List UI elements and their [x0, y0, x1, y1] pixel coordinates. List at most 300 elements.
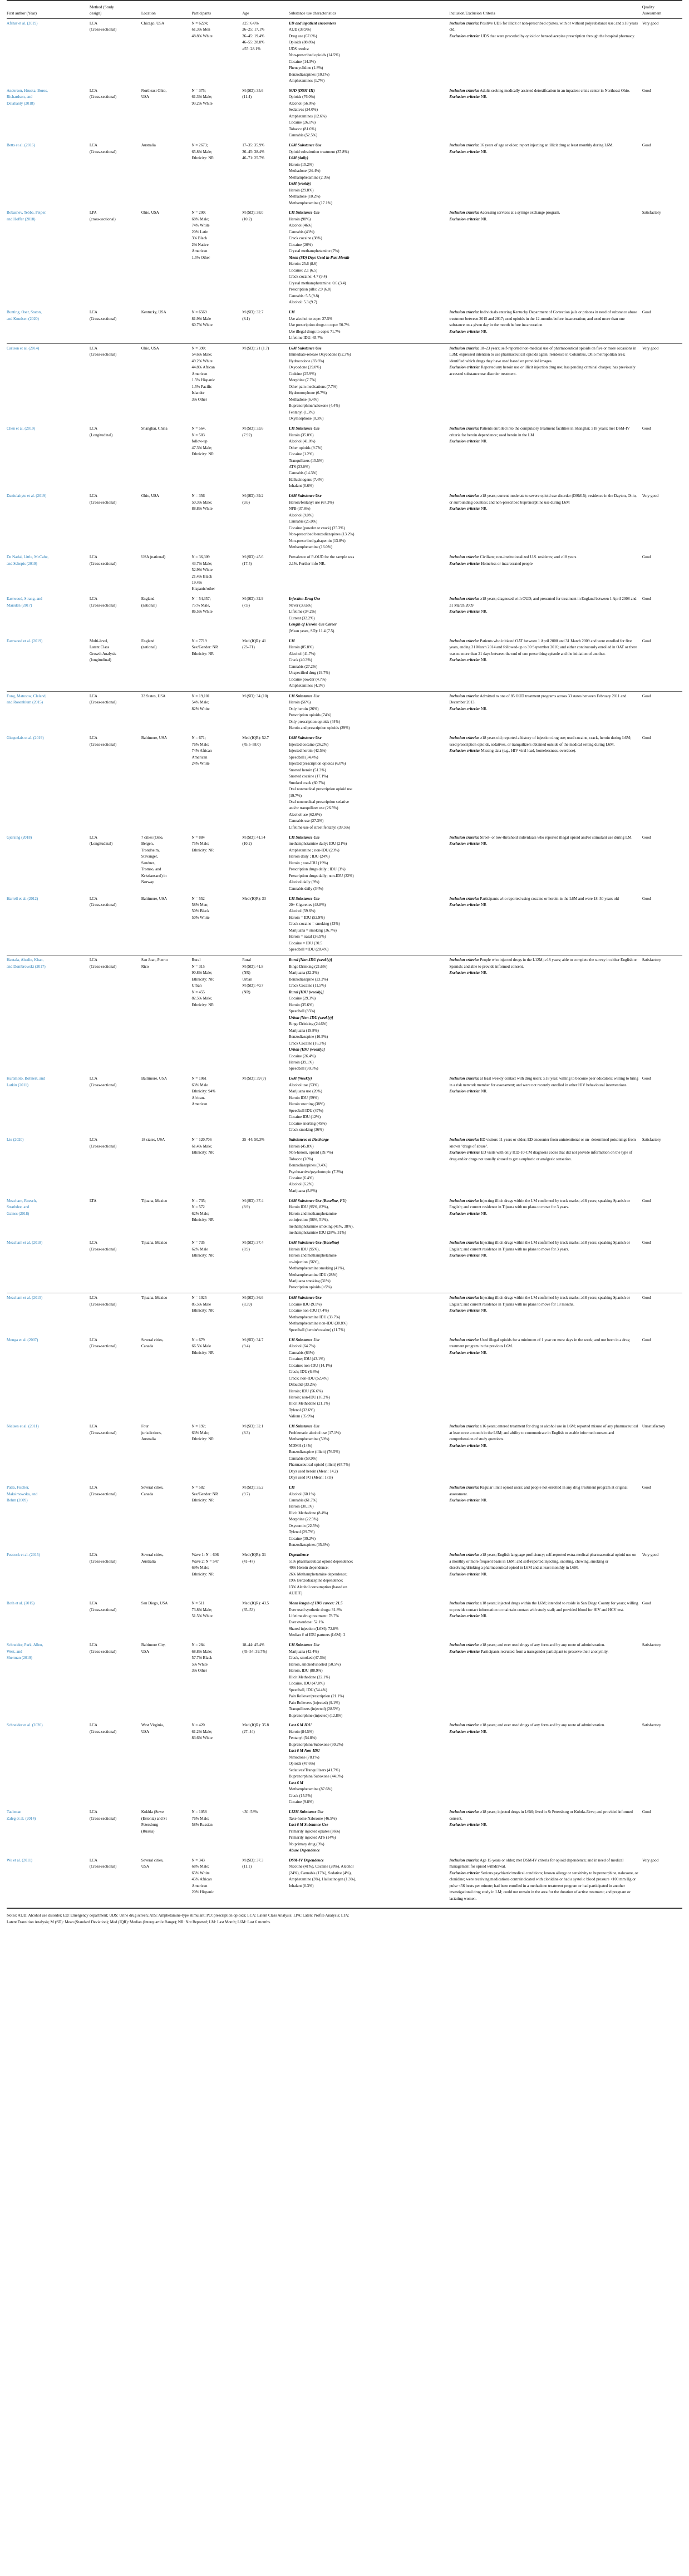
- study-location-cell: Ohio, USA: [141, 346, 159, 351]
- inclusion-exclusion-cell: [449, 1238, 642, 1293]
- study-author-cell[interactable]: Anderson, Hruska, Boros, Richardson, and Delahanty (2018): [7, 88, 48, 106]
- inclusion-exclusion-cell: [449, 343, 642, 424]
- table-row: [7, 1335, 682, 1422]
- study-age-cell: M (SD): 32.7 (8.1): [242, 310, 264, 321]
- study-participants-cell: N = 679 66.5% Male Ethnicity: NR: [191, 1337, 214, 1355]
- study-method-cell: LCA (Cross-sectional): [89, 1240, 117, 1252]
- inclusion-criteria: Inclusion criteria: 18–23 years; self-reported non-medical use of pharmaceutical opioids on five or more occasions in L3M; expressed intention to use pharmaceutical opioids again; residence in Columbus, Ohio metropolitan area; identified which drugs they have used based on provided images.: [449, 346, 637, 363]
- study-age-cell: 25–44: 50.3%: [242, 1137, 265, 1142]
- study-age-cell: M (SD): 35.6 (11.4): [242, 88, 264, 100]
- study-participants-cell: N = 7719 Sex/Gender: NR Ethnicity: NR: [191, 638, 218, 656]
- inclusion-exclusion-cell: [449, 491, 642, 553]
- inclusion-exclusion-cell: [449, 308, 642, 343]
- substance-use-cell: L6M Substance Use Heroin/fentanyl use (67.3%) NPB (37.6%) Alcohol (9.0%) Cannabis (25.0%) Cocaine (powder or crack) (25.3%) Non-prescribed benzodiazepines (13.2%) Non-prescribed gabapentin (13.8%) Methamphetamine (16.0%): [288, 494, 355, 550]
- study-author-cell[interactable]: Taubman Zaleg et al. (2014): [7, 1810, 36, 1821]
- study-age-cell: M (SD): 32.9 (7.8): [242, 597, 264, 608]
- study-author-cell[interactable]: Wu et al. (2011): [7, 1858, 32, 1863]
- inclusion-criteria: Inclusion criteria: Adults seeking medically assisted detoxification in an inpatient crisis center in Northeast Ohio.: [449, 88, 630, 93]
- study-location-cell: Australia: [141, 143, 156, 148]
- inclusion-criteria: Inclusion criteria: Injecting illicit drugs within the LM confirmed by track marks; ≥18 years; speaking Spanish or English; and current residence in Tijuana with no plans to move for 18 months.: [449, 1296, 630, 1307]
- inclusion-exclusion-cell: [449, 1483, 642, 1550]
- table-notes: [7, 1908, 682, 1926]
- study-author-cell[interactable]: De Nadai, Little, McCabe, and Schepis (2019): [7, 555, 49, 566]
- study-location-cell: San Juan, Puerto Rico: [141, 958, 168, 969]
- study-location-cell: 18 states, USA: [141, 1137, 165, 1142]
- exclusion-criteria: Exclusion criteria: NR.: [449, 1211, 488, 1216]
- study-age-cell: M (SD): 21 (1.7): [242, 346, 269, 351]
- study-author-cell[interactable]: Monga et al. (2007): [7, 1337, 38, 1342]
- study-age-cell: M (SD): 37.3 (11.1): [242, 1858, 264, 1869]
- study-participants-cell: N = 200; 68% Male; 74% White 20% Latin 3% Black 2% Native American 1.5% Other: [191, 210, 210, 260]
- exclusion-criteria: Exclusion criteria: NR.: [449, 329, 488, 334]
- inclusion-exclusion-cell: [449, 894, 642, 955]
- study-method-cell: LCA (Cross-sectional): [89, 143, 117, 154]
- study-location-cell: Kokhla (Sewe (Estonia) and St Petersburg (Russia): [141, 1810, 167, 1834]
- inclusion-exclusion-cell: [449, 1074, 642, 1135]
- study-author-cell[interactable]: Carlson et al. (2014): [7, 346, 40, 351]
- study-author-cell[interactable]: Betts et al. (2016): [7, 143, 35, 148]
- exclusion-criteria: Exclusion criteria: UDS that were preceded by opioid or benzodiazepine prescription through the hospital pharmacy.: [449, 33, 636, 38]
- exclusion-criteria: Exclusion criteria: NR.: [449, 609, 488, 614]
- substance-use-cell: L6M Substance Use (Baseline, FU) Heroin IDU (95%, 82%), Heroin and methamphetamine co-injection (56%, 51%), methamphetamine smoking (41%, 38%), methamphetamine IDU (28%, 31%): [288, 1198, 354, 1235]
- quality-assessment-cell: Good: [642, 597, 651, 602]
- study-method-cell: LCA (Cross-sectional): [89, 1810, 117, 1821]
- exclusion-criteria: Exclusion criteria: NR.: [449, 1350, 488, 1355]
- study-participants-cell: N = 420 61.2% Male; 83.6% White: [191, 1723, 213, 1741]
- exclusion-criteria: Exclusion criteria: NR.: [449, 439, 488, 444]
- inclusion-criteria: Inclusion criteria: Positive UDS for illicit or non-prescribed opiates, with or without polysubstance use; and ≥18 years old.: [449, 21, 638, 32]
- study-author-cell[interactable]: Patra, Fischer, Maksimowska, and Rehm (2009): [7, 1485, 38, 1503]
- substance-use-cell: LM Heroin (85.8%) Alcohol (41.7%) Crack (40.3%) Cannabis (27.2%) Unspecified drug (19.7%) Cocaine powder (4.7%) Amphetamines (4.1%): [288, 638, 330, 688]
- exclusion-criteria: Exclusion criteria: Participants recruited from a transgender participant to preserve their anonymity.: [449, 1649, 609, 1654]
- inclusion-exclusion-cell: [449, 1422, 642, 1483]
- study-participants-cell: Rural N = 315 90.8% Male; Ethnicity: NR Urban N = 455 82.5% Male; Ethnicity: NR: [191, 958, 214, 1007]
- inclusion-exclusion-cell: [449, 18, 642, 86]
- study-age-cell: Rural M (SD): 41.8 (NR) Urban M (SD): 40.7 (NR): [242, 958, 264, 994]
- study-method-cell: LCA (Cross-sectional): [89, 1485, 117, 1496]
- exclusion-criteria: Exclusion criteria: NR: [449, 903, 486, 907]
- study-method-cell: LCA (Cross-sectional): [89, 346, 117, 357]
- inclusion-criteria: Inclusion criteria: ≥18 years; injected drugs within the L6M; intended to reside in San Diego County for years; willing to provide contact information to maintain contact with study staff; and provided blood for HIV and HCV test.: [449, 1601, 638, 1612]
- inclusion-exclusion-cell: [449, 553, 642, 594]
- inclusion-exclusion-cell: [449, 1856, 642, 1904]
- study-location-cell: Several cities, USA: [141, 1858, 164, 1869]
- quality-assessment-cell: Unsatisfactory: [642, 1424, 666, 1429]
- inclusion-criteria: Inclusion criteria: ≥18 years; current moderate to severe opioid use disorder (DSM-5); residence in the Dayton, Ohio, or surrounding counties; and non-prescribed buprenorphine use during L6M: [449, 494, 637, 505]
- study-location-cell: Baltimore City, USA: [141, 1643, 166, 1654]
- study-method-cell: LCA (Cross-sectional): [89, 1553, 117, 1564]
- substance-use-cell: Substances at Discharge Heroin (45.8%) Non-heroin, opioid (39.7%) Tobacco (20%) Benzodiazepines (9.4%) Psychoactive/psychotropic (7.3%) Cocaine (6.4%) Alcohol (6.2%) Marijuana (5.8%): [288, 1137, 343, 1193]
- study-author-cell[interactable]: Schneider et al. (2020): [7, 1723, 43, 1728]
- exclusion-criteria: Exclusion criteria: NR.: [449, 1253, 488, 1258]
- substance-use-cell: Last 6 M IDU Heroin (84.5%) Fentanyl (54.8%) Buprenorphine/Suboxone (30.2%) Last 6 M Non-IDU Nimodone (78.1%) Opioids (47.6%) Sedatives/Tranquilizers (41.7%) Buprenorphine/Suboxone (44.0%) Last 6 M Methamphetamine (87.6%) Crack (15.5%) Cocaine (9.8%): [288, 1723, 343, 1805]
- exclusion-criteria: Exclusion criteria: NR.: [449, 706, 488, 711]
- substance-use-cell: L6M Substance Use (Baseline) Heroin IDU (95%), Heroin and methamphetamine co-injection (56%), Methamphetamine smoking (41%), Methamphetamine IDU (28%) Marijuana smoking (31%) Prescription opioids (<5%): [288, 1240, 345, 1290]
- quality-assessment-cell: Satisfactory: [642, 210, 661, 215]
- inclusion-exclusion-cell: [449, 208, 642, 308]
- substance-use-cell: LM Substance Use 20+ Cigarettes (48.8%) Alcohol (59.6%) Heroin = IDU (52.9%) Crack cocaine = smoking (43%) Marijuana = smoking (36.7%) Heroin = nasal (36.9%) Cocaine = IDU (30.5 Speedball =IDU (28.4%): [288, 896, 340, 952]
- table-row: [7, 1238, 682, 1293]
- study-age-cell: Med (IQR): 33: [242, 896, 266, 901]
- exclusion-criteria: Exclusion criteria: NR.: [449, 1613, 488, 1618]
- study-author-cell[interactable]: Eastwood, Strang, and Marsden (2017): [7, 597, 42, 608]
- study-method-cell: LCA (Cross-sectional): [89, 1424, 117, 1435]
- study-age-cell: 17–35: 35.9% 36–45: 38.4% 46–71: 25.7%: [242, 143, 265, 161]
- inclusion-criteria: Inclusion criteria: Accessing services at a syringe exchange program.: [449, 210, 560, 215]
- exclusion-criteria: Exclusion criteria: NR.: [449, 841, 488, 846]
- table-row: [7, 18, 682, 86]
- inclusion-criteria: Inclusion criteria: Civilians; non-institutionalized U.S. residents; and ≥18 years: [449, 555, 577, 560]
- inclusion-exclusion-cell: [449, 955, 642, 1075]
- study-method-cell: LTA: [89, 1198, 97, 1203]
- inclusion-exclusion-cell: [449, 141, 642, 208]
- inclusion-criteria: Inclusion criteria: Street- or low-threshold individuals who reported illegal opioid and/or stimulant use during LM.: [449, 835, 633, 840]
- study-location-cell: England (national): [141, 597, 157, 608]
- study-location-cell: 33 States, USA: [141, 693, 166, 698]
- quality-assessment-cell: Good: [642, 143, 651, 148]
- substance-use-cell: Mean length of IDU career: 21.5 Ever used synthetic drugs: 31.8% Lifetime drug treatment: 78.7% Ever overdose: 52.1% Shared injection (L6M): 72.8% Median # of IDU partners (L6M): 2: [288, 1601, 346, 1638]
- inclusion-exclusion-cell: [449, 691, 642, 733]
- table-row: [7, 208, 682, 308]
- inclusion-criteria: Inclusion criteria: Patients who initiated OAT between 1 April 2008 and 31 March 2009 and were enrolled for five years, ending 31 March 2014 and followed-up to 30 September 2016; and either continuously enrolled in OAT or there was no more than 21 days between the end of one prescribing episode and the initiation of another.: [449, 638, 637, 656]
- study-location-cell: Four jurisdictions, Australia: [141, 1424, 162, 1442]
- exclusion-criteria: Exclusion criteria: NR.: [449, 1498, 488, 1503]
- table-row: [7, 594, 682, 636]
- study-method-cell: LCA (Cross-sectional): [89, 1601, 117, 1612]
- study-author-cell[interactable]: Roth et al. (2015): [7, 1601, 35, 1606]
- study-method-cell: LCA (Cross-sectional): [89, 88, 117, 100]
- study-author-cell[interactable]: Meacham et al. (2018): [7, 1240, 43, 1245]
- study-location-cell: Ohio, USA: [141, 210, 159, 215]
- inclusion-exclusion-cell: [449, 636, 642, 691]
- exclusion-criteria: Exclusion criteria: NR.: [449, 658, 488, 663]
- quality-assessment-cell: Very good: [642, 21, 659, 26]
- inclusion-criteria: Inclusion criteria: Admitted to one of 85 OUD treatment programs across 33 states between February 2011 and December 2013.: [449, 693, 627, 705]
- study-location-cell: Baltimore, USA: [141, 736, 167, 741]
- study-location-cell: Shanghai, China: [141, 426, 168, 431]
- study-method-cell: LCA (Cross-sectional): [89, 1643, 117, 1654]
- study-participants-cell: Wave 1: N = 606 Wave 2: N = 547 69% Male; Ethnicity: NR: [191, 1553, 219, 1577]
- quality-assessment-cell: Good: [642, 1198, 651, 1203]
- study-method-cell: LCA (Cross-sectional): [89, 958, 117, 969]
- study-method-cell: LCA (Cross-sectional): [89, 597, 117, 608]
- inclusion-exclusion-cell: [449, 1641, 642, 1721]
- study-method-cell: LCA (Longitudinal): [89, 426, 113, 437]
- quality-assessment-cell: Good: [642, 1240, 651, 1245]
- table-row: [7, 343, 682, 424]
- substance-use-cell: L6M (Weekly) Alcohol use (53%) Marijuana use (20%) Heroin IDU (59%) Heroin snorting (38%) Speedball IDU (47%) Cocaine IDU (12%) Cocaine snorting (45%) Crack smoking (36%): [288, 1076, 327, 1132]
- study-participants-cell: N = 6569 81.9% Male 60.7% White: [191, 310, 213, 328]
- inclusion-exclusion-cell: [449, 1196, 642, 1238]
- study-author-cell[interactable]: Gicquelais et al. (2019): [7, 736, 44, 741]
- study-location-cell: USA (national): [141, 555, 165, 560]
- exclusion-criteria: Exclusion criteria: NR.: [449, 216, 488, 221]
- inclusion-criteria: Inclusion criteria: Injecting illicit drugs within the LM confirmed by track marks; ≥18 years; speaking Spanish or English; and current residence in Tijuana with no plans to move for 3 years.: [449, 1240, 630, 1252]
- table-row: [7, 1856, 682, 1904]
- substance-use-cell: LM Substance Use methamphetamine daily; IDU (21%) Amphetamine ; non-IDU (23%) Heroin daily ; IDU (24%) Heroin ; non-IDU (19%) Prescription drugs daily ; IDU (3%) Prescription drugs daily; non-IDU (32%) Alcohol daily (9%) Cannabis daily (34%): [288, 835, 354, 891]
- substance-use-cell: LM Substance Use Heroin (56%) Only heroin (26%) Prescription opioids (74%) Only prescription opioids (44%) Heroin and prescription opioids (29%): [288, 693, 350, 731]
- study-age-cell: M (SD): 34.7 (9.4): [242, 1337, 264, 1349]
- study-age-cell: 18–44: 45.4% (45–54: 39.7%): [242, 1643, 267, 1654]
- study-author-cell[interactable]: Meacham et al. (2015): [7, 1296, 43, 1301]
- study-age-cell: M (SD): 37.4 (8.9): [242, 1240, 264, 1252]
- study-author-cell[interactable]: Daniulaityte et al. (2019): [7, 494, 47, 499]
- study-method-cell: LCA (Cross-sectional): [89, 1337, 117, 1349]
- study-age-cell: M (SD): 36.6 (8.39): [242, 1296, 264, 1307]
- table-row: [7, 141, 682, 208]
- study-participants-cell: N = 284 68.8% Male; 57.7% Black 5% White 3% Other: [191, 1643, 213, 1673]
- inclusion-exclusion-cell: [449, 86, 642, 141]
- study-participants-cell: N = 884 75% Male; Ethnicity: NR: [191, 835, 214, 853]
- study-method-cell: LCA (Cross-sectional): [89, 310, 117, 321]
- study-author-cell[interactable]: Kuramoto, Bohnert, and Latkin (2011): [7, 1076, 45, 1087]
- table-row: [7, 636, 682, 691]
- inclusion-exclusion-cell: [449, 1599, 642, 1641]
- table-row: [7, 308, 682, 343]
- table-row: [7, 1483, 682, 1550]
- inclusion-criteria: Inclusion criteria: People who injected drugs in the L12M; ≥18 years; able to complete the survey in either English or Spanish; and able to provide informed consent.: [449, 958, 637, 969]
- table-row: [7, 1196, 682, 1238]
- study-participants-cell: N = 120,706 61.4% Male; Ethnicity: NR: [191, 1137, 214, 1155]
- study-author-cell[interactable]: Peacock et al. (2015): [7, 1553, 40, 1558]
- study-participants-cell: N = 2673; 65.8% Male; Ethnicity: NR: [191, 143, 214, 161]
- study-participants-cell: N = 1058 76% Male; 58% Russian: [191, 1810, 213, 1828]
- exclusion-criteria: Exclusion criteria: NR.: [449, 1572, 488, 1577]
- study-location-cell: England (national): [141, 638, 157, 650]
- study-location-cell: Ohio, USA: [141, 494, 159, 499]
- study-participants-cell: N = 582 Sex/Gender: NR Ethnicity: NR: [191, 1485, 218, 1503]
- study-location-cell: West Virginia, USA: [141, 1723, 164, 1734]
- table-row: [7, 86, 682, 141]
- study-age-cell: <30: 58%: [242, 1810, 258, 1815]
- study-author-cell[interactable]: Gjersing (2018): [7, 835, 32, 840]
- study-participants-cell: N = 511 73.8% Male; 51.5% White: [191, 1601, 213, 1618]
- inclusion-exclusion-cell: [449, 1550, 642, 1599]
- inclusion-criteria: Inclusion criteria: Injecting illicit drugs within the LM confirmed by track marks; ≥18 years; speaking Spanish or English; and current residence in Tijuana with no plans to move for 3 years.: [449, 1198, 630, 1210]
- quality-assessment-cell: Good: [642, 310, 651, 315]
- table-body: [7, 18, 682, 1904]
- study-characteristics-table: [7, 0, 682, 1904]
- exclusion-criteria: Exclusion criteria: NR.: [449, 149, 488, 154]
- column-header-criteria: Inclusion/Exclusion Criteria: [449, 11, 495, 16]
- quality-assessment-cell: Very good: [642, 1553, 659, 1558]
- quality-assessment-cell: Good: [642, 693, 651, 698]
- study-author-cell[interactable]: Bobashev, Tebbe, Peiper, and Hoffer (2018): [7, 210, 47, 221]
- inclusion-criteria: Inclusion criteria: Individuals entering Kentucky Department of Correction jails or prisons in need of substance abuse treatment between 2015 and 2017; used opioids in the 12-months before incarceration; and used more than one substance on a given day in the month before incarceration: [449, 310, 637, 328]
- study-participants-cell: N = 1025 85.5% Male Ethnicity: NR: [191, 1296, 214, 1313]
- substance-use-cell: L6M Substance Use Cocaine IDU (9.1%) Cocaine non-IDU (7.4%) Methamphetamine IDU (33.7%) Methamphetamine non-IDU (38.8%) Speedball (heroin/cocaine) (11.7%): [288, 1296, 348, 1332]
- substance-use-cell: Rural [Non-IDU (weekly)] Binge Drinking (21.6%) Marijuana (32.2%) Benzodiazepine (23.2%) Crack Cocaine (11.5%) Rural [IDU (weekly)] Cocaine (29.3%) Heroin (35.6%) Speedball (85%) Urban [Non-IDU (weekly)] Binge Drinking (24.6%) Marijuana (19.8%) Benzodiazepine (16.5%) Crack Cocaine (16.3%) Urban [IDU (weekly)] Cocaine (26.4%) Heroin (39.1%) Speedball (90.3%): [288, 958, 333, 1071]
- table-row: [7, 1422, 682, 1483]
- quality-assessment-cell: Good: [642, 1296, 651, 1301]
- substance-use-cell: LM Substance Use Heroin (35.0%) Alcohol (41.0%) Other opioids (9.7%) Cocaine (1.2%) Tranquilizers (15.5%) ATS (33.0%) Cannabis (14.3%) Hallucinogens (7.4%) Inhalant (0.6%): [288, 426, 324, 489]
- study-author-cell[interactable]: Nielsen et al. (2011): [7, 1424, 39, 1429]
- study-location-cell: Baltimore, USA: [141, 1076, 167, 1081]
- substance-use-cell: Prevalence of P-OUD for the sample was 2.1%. Further info NR.: [288, 555, 355, 566]
- exclusion-criteria: Exclusion criteria: Missing data (e.g., HIV viral load, homelessness, overdose).: [449, 748, 577, 753]
- study-participants-cell: N = 735 62% Male Ethnicity: NR: [191, 1240, 214, 1258]
- substance-use-cell: LM Substance Use Marijuana (42.4%) Crack, smoked (47.3%) Heroin, smoked/snorted (50.5%) Heroin, IDU (88.9%) Illicit Methadone (22.1%) Cocaine, IDU (47.0%) Speedball, IDU (54.4%) Pain Reliever/prescription (21.1%) Pain Relievers (injected) (9.1%) Tranquilizers (injected) (28.5%) Buprenorphine (injected) (12.8%): [288, 1643, 344, 1718]
- study-participants-cell: N = 564, N = 503 follow-up 47.3% Male; Ethnicity: NR: [191, 426, 214, 457]
- study-participants-cell: N = 375; 61.3% Male; 93.2% White: [191, 88, 213, 106]
- study-location-cell: Chicago, USA: [141, 21, 165, 26]
- table-row: [7, 1550, 682, 1599]
- study-age-cell: M (SD): 33.6 (7.92): [242, 426, 264, 437]
- substance-use-cell: Dependence 51% pharmaceutical opioid dependence; 40% Heroin dependence; 26% Methamphetamine dependence; 19% Benzodiazepine dependence; 13% Alcohol consumption (based on AUDIT): [288, 1553, 353, 1596]
- column-header-location: Location: [141, 11, 156, 16]
- study-participants-cell: N = 552 58% Men; 50% Black 50% White: [191, 896, 210, 920]
- study-age-cell: M (SD): 45.6 (17.5): [242, 555, 264, 566]
- exclusion-criteria: Exclusion criteria: NR.: [449, 1089, 488, 1094]
- study-location-cell: Tijuana, Mexico: [141, 1198, 168, 1203]
- inclusion-criteria: Inclusion criteria: ≥16 years; entered treatment for drug or alcohol use in L6M; reported misuse of any pharmaceutical at least once a month in the L6M; and ability to communicate in English to enable informed consent and comprehension of study questions.: [449, 1424, 638, 1442]
- study-method-cell: LCA (Cross-sectional): [89, 1076, 117, 1087]
- study-location-cell: Several cities, Australia: [141, 1553, 164, 1564]
- column-header-first-author: First author (Year): [7, 11, 37, 16]
- inclusion-criteria: Inclusion criteria: ≥18 years; injected drugs in L6M; lived in St Petersburg or Kohtla-Järve; and provided informed consent.: [449, 1810, 633, 1821]
- table-header: [7, 1, 682, 18]
- inclusion-exclusion-cell: [449, 1135, 642, 1196]
- study-method-cell: LCA (Cross-sectional): [89, 1137, 117, 1149]
- substance-use-cell: Injection Drug Use Never (33.6%) Lifetime (34.2%) Current (32.2%) Length of Heroin Use Career (Mean years, SD): 11.4 (7.5): [288, 597, 337, 633]
- study-author-cell[interactable]: Bunting, Oser, Staton, and Knudsen (2020): [7, 310, 42, 321]
- study-location-cell: Baltimore, USA: [141, 896, 167, 901]
- study-author-cell[interactable]: Fong, Matusow, Cleland, and Rosenblum (2015): [7, 693, 47, 705]
- study-participants-cell: N = 36,309 43.7% Male; 52.9% White 21.4% Black 19.4% Hispanic/other: [191, 555, 215, 592]
- table-row: [7, 733, 682, 833]
- inclusion-exclusion-cell: [449, 833, 642, 894]
- study-author-cell[interactable]: Liu (2020): [7, 1137, 24, 1142]
- substance-use-cell: LM Substance Use Alcohol (64.7%) Cannabis (63%) Cocaine; IDU (43.1%) Cocaine; non-IDU (14.1%) Crack; IDU (6.6%) Crack; non-IDU (52.4%) Dilaudid (33.2%) Heroin; IDU (56.6%) Heroin; non-IDU (16.2%) Illicit Methadone (21.1%) Tylenol (32.6%) Valium (35.9%): [288, 1337, 332, 1419]
- inclusion-criteria: Inclusion criteria: Participants who reported using cocaine or heroin in the L6M and were 18–50 years old: [449, 896, 619, 901]
- substance-use-cell: SUD (DSM-III) Opioids (76.0%) Alcohol (56.0%) Sedatives (24.0%) Amphetamines (12.6%) Cocaine (26.1%) Tobacco (81.6%) Cannabis (52.5%): [288, 88, 327, 138]
- table-row: [7, 553, 682, 594]
- study-author-cell[interactable]: Hautala, Abadie, Khan, and Dombrowski (2017): [7, 958, 46, 969]
- inclusion-criteria: Inclusion criteria: 16 years of age or older; report injecting an illicit drug at least monthly during L6M.: [449, 143, 614, 148]
- study-method-cell: Multi-level, Latent Class Growth Analysis (longitudinal): [89, 638, 116, 663]
- inclusion-criteria: Inclusion criteria: ≥18 years; English language proficiency; self-reported extra-medical pharmaceutical opioid use on a monthly or more frequent basis in L6M; and self-reported injecting, snorting, chewing, smoking or dissolving/drinking a pharmaceutical opioid in L6M and at least monthly in L6M.: [449, 1553, 636, 1570]
- exclusion-criteria: Exclusion criteria: Serious psychiatric/medical conditions; known allergy or sensitivity to buprenorphine, naloxone, or clonidine; were receiving medications contraindicated with clonidine or had a systolic blood pressure <100 mm Hg or pulse <56 beats per minute; had been enrolled in a methadone treatment program or had participated in another investigational drug study in LM; could not remain in the area for the duration of active treatment; and pregnant or lactating women.: [449, 1870, 638, 1901]
- study-author-cell[interactable]: Chen et al. (2019): [7, 426, 36, 431]
- exclusion-criteria: Exclusion criteria: Homeless or incarcerated people: [449, 561, 533, 566]
- inclusion-criteria: Inclusion criteria: Regular illicit opioid users; and people not enrolled in any drug treatment program at original assessment.: [449, 1485, 628, 1496]
- study-author-cell[interactable]: Schneider, Park, Allen, West, and Sherman (2019): [7, 1643, 43, 1661]
- study-author-cell[interactable]: Meacham, Roesch, Strathdee, and Gaines (2018): [7, 1198, 37, 1216]
- table-row: [7, 1641, 682, 1721]
- substance-use-cell: LM Use alcohol to cope: 27.5% Use prescription drugs to cope: 50.7% Use illegal drugs to cope: 71.7% Lifetime IDU: 65.7%: [288, 310, 350, 341]
- study-location-cell: 7 cities (Oslo, Bergen, Trondheim, Stavanger, Sandnes, Tromso, and Kristiansand) in Norway: [141, 835, 167, 885]
- inclusion-exclusion-cell: [449, 733, 642, 833]
- quality-assessment-cell: Very good: [642, 494, 659, 499]
- inclusion-exclusion-cell: [449, 424, 642, 491]
- inclusion-criteria: Inclusion criteria: ≥18 years; and ever used drugs of any form and by any route of administration.: [449, 1643, 606, 1648]
- study-participants-cell: N = 1061 63% Male Ethnicity: 94% African- American: [191, 1076, 216, 1107]
- substance-use-cell: LM Substance Use Problematic alcohol use (17.1%) Methamphetamine (50%) MDMA (14%) Benzodiazepine (illicit) (76.5%) Cannabis (59.9%) Pharmaceutical opioid (illicit) (67.7%) Days used heroin (Mean: 14.2) Days used PO (Mean: 17.8): [288, 1424, 350, 1480]
- study-age-cell: ≤25: 6.6% 26–25: 17.1% 36–45: 19.4% 46–55: 28.8% ≥55: 28.1%: [242, 21, 265, 51]
- study-method-cell: LCA (Cross-sectional): [89, 693, 117, 705]
- quality-assessment-cell: Satisfactory: [642, 1643, 661, 1648]
- study-method-cell: LCA (Cross-sectional): [89, 1858, 117, 1869]
- study-location-cell: San Diego, USA: [141, 1601, 168, 1606]
- exclusion-criteria: Exclusion criteria: NR.: [449, 1443, 488, 1448]
- study-method-cell: LCA (Cross-sectional): [89, 896, 117, 907]
- exclusion-criteria: Exclusion criteria: NR.: [449, 1308, 488, 1313]
- quality-assessment-cell: Satisfactory: [642, 1723, 661, 1728]
- study-method-cell: LCA (Cross-sectional): [89, 1296, 117, 1307]
- study-author-cell[interactable]: Eastwood et al. (2019): [7, 638, 43, 643]
- inclusion-criteria: Inclusion criteria: ED visitors 11 years or older; ED encounter from unintentional or un- determined poisonings from known "drugs of abuse".: [449, 1137, 636, 1149]
- quality-assessment-cell: Good: [642, 896, 651, 901]
- study-location-cell: Tijuana, Mexico: [141, 1296, 168, 1301]
- exclusion-criteria: Exclusion criteria: NR.: [449, 971, 488, 976]
- exclusion-criteria: Exclusion criteria: NR.: [449, 1729, 488, 1734]
- study-age-cell: M (SD): 38.0 (10.2): [242, 210, 264, 221]
- study-participants-cell: N = 343 68% Male; 65% White 45% African American 20% Hispanic: [191, 1858, 214, 1895]
- study-location-cell: Several cities, Canada: [141, 1485, 164, 1496]
- note-line: Latent Transition Analysis; M (SD): Mean (Standard Deviation); Med (IQR): Median (Interquartile Range); NR: Not Reported; LM: Last Month; L6M: Last 6 months.: [7, 1919, 271, 1924]
- inclusion-exclusion-cell: [449, 594, 642, 636]
- study-age-cell: Med (IQR): 31 (41–47): [242, 1553, 266, 1564]
- quality-assessment-cell: Very good: [642, 1858, 659, 1863]
- table-row: [7, 894, 682, 955]
- study-author-cell[interactable]: Afshar et al. (2019): [7, 21, 38, 26]
- study-method-cell: LCA (Cross-sectional): [89, 21, 117, 32]
- study-method-cell: LPA (cross-sectional): [89, 210, 116, 221]
- study-participants-cell: N = 54,357; 75.% Male, 86.5% White: [191, 597, 213, 614]
- table-row: [7, 1807, 682, 1856]
- study-location-cell: Northeast Ohio, USA: [141, 88, 167, 100]
- study-method-cell: LCA (Longitudinal): [89, 835, 113, 846]
- table-row: [7, 491, 682, 553]
- quality-assessment-cell: Satisfactory: [642, 958, 661, 963]
- substance-use-cell: L6M Substance Use Injected cocaine (26.2%) Injected heroin (42.5%) Speedball (34.4%) Injected prescription opioids (6.0%) Snorted heroin (51.3%) Snorted cocaine (17.1%) Smoked crack (60.7%) Oral nonmedical prescription opioid use (19.7%) Oral nonmedical prescription sedative and/or tranquilizer use (26.5%) Alcohol use (62.6%) Cannabis use (27.3%) Lifetime use of street fentanyl (39.5%): [288, 736, 353, 830]
- inclusion-criteria: Inclusion criteria: Used illegal opioids for a minimum of 1 year on most days in the week; and not been in a drug treatment program in the previous L6M.: [449, 1337, 630, 1349]
- substance-use-cell: L6M Substance Use Immediate-release Oxycodone (92.3%) Hydrocodone (83.6%) Oxycodone (29.0%) Codeine (25.9%) Morphine (7.7%) Other pain medications (7.7%) Hydromorphone (6.7%) Methadone (6.4%) Buprenorphine/naloxone (4.4%) Fentanyl (1.3%) Oxymorphone (0.3%): [288, 346, 351, 421]
- column-header-participants: Participants: [191, 11, 211, 16]
- exclusion-criteria: Exclusion criteria: Reported any heroin use or illicit injection drug use; has pending criminal charges; has previously accessed substance use disorder treatment.: [449, 365, 636, 376]
- study-method-cell: LCA (Cross-sectional): [89, 736, 117, 747]
- table-row: [7, 1721, 682, 1807]
- inclusion-criteria: Inclusion criteria: Age 15 years or older; met DSM-IV criteria for opioid dependence; and in need of medical management for opioid withdrawal.: [449, 1858, 624, 1869]
- study-method-cell: LCA (Cross-sectional): [89, 494, 117, 505]
- quality-assessment-cell: Good: [642, 1810, 651, 1815]
- exclusion-criteria: Exclusion criteria: NR.: [449, 95, 488, 100]
- table-row: [7, 1074, 682, 1135]
- note-line: Notes: AUD: Alcohol use disorder; ED: Emergency department; UDS: Urine drug screen; ATS: Amphetamine-type stimulant; PO: prescription opioids; LCA: Latent Class Analysis; LPA: Latent Profile Analysis; LTA:: [7, 1913, 350, 1918]
- inclusion-exclusion-cell: [449, 1721, 642, 1807]
- substance-use-cell: LM Alcohol (60.1%) Cannabis (61.7%) Heroin (30.1%) Illicit Methadone (8.4%) Morphine (22.5%) Oxycontin (22.5%) Tylenol (29.7%) Cocaine (39.2%) Benzodiazepines (35.6%): [288, 1485, 329, 1548]
- study-author-cell[interactable]: Harrell et al. (2012): [7, 896, 38, 901]
- study-participants-cell: N = 671; 76% Male; 74% African American 24% White: [191, 736, 212, 766]
- inclusion-criteria: Inclusion criteria: ≥18 years; diagnosed with OUD; and presented for treatment in England between 1 April 2008 and 31 March 2009: [449, 597, 637, 608]
- study-age-cell: M (SD): 39.2 (9.6): [242, 494, 264, 505]
- column-header-age: Age: [242, 11, 249, 16]
- substance-use-cell: L6M Substance Use Opioid substitution treatment (37.8%) L6M (daily) Heroin (15.2%) Methadone (24.4%) Methamphetamine (2.3%) L6M (weekly) Heroin (29.8%) Methadone (10.2%) Methamphetamine (17.1%): [288, 143, 349, 205]
- inclusion-exclusion-cell: [449, 1293, 642, 1336]
- quality-assessment-cell: Good: [642, 88, 651, 93]
- inclusion-criteria: Inclusion criteria: ≥18 years old; reported a history of injection drug use; used cocaine, crack, heroin during L6M; used prescription opioids, sedatives, or tranquilizers obtained outside of the medical setting during L6M.: [449, 736, 632, 747]
- quality-assessment-cell: Good: [642, 638, 651, 643]
- substance-use-cell: LM Substance Use Heroin (98%) Alcohol (46%) Cannabis (43%) Crack cocaine (38%) Cocaine (20%) Crystal methamphetamine (7%) Mean (SD) Days Used in Past Month Heroin: 25.6 (8.6) Cocaine: 2.1 (6.5) Crack cocaine: 4.7 (9.4) Crystal methamphetamine: 0.6 (3.4) Prescription pills: 2.9 (6.8) Cannabis: 5.5 (9.8) Alcohol: 5.3 (9.7): [288, 210, 350, 305]
- substance-use-cell: ED and inpatient encounters AUD (38.9%) Drug use (67.6%) Opioids (88.8%) UDS results: Non-prescribed opioids (14.5%) Cocaine (14.3%) Phencyclidine (1.8%) Benzodiazepines (10.1%) Amphetamines (1.7%): [288, 21, 340, 83]
- study-age-cell: M (SD): 37.4 (8.9): [242, 1198, 264, 1210]
- study-age-cell: Med (IQR): 52.7 (45.5–58.0): [242, 736, 269, 747]
- header-row: [7, 1, 682, 18]
- substance-use-cell: DSM-IV Dependence Nicotine (41%), Cocaine (28%), Alcohol (24%), Cannabis (17%), Sedative (4%), Amphetamine (3%), Hallucinogen (1.3%), Inhalant (0.3%): [288, 1858, 356, 1888]
- table-row: [7, 833, 682, 894]
- quality-assessment-cell: Good: [642, 1337, 651, 1342]
- study-age-cell: M (SD): 41.54 (10.2): [242, 835, 265, 846]
